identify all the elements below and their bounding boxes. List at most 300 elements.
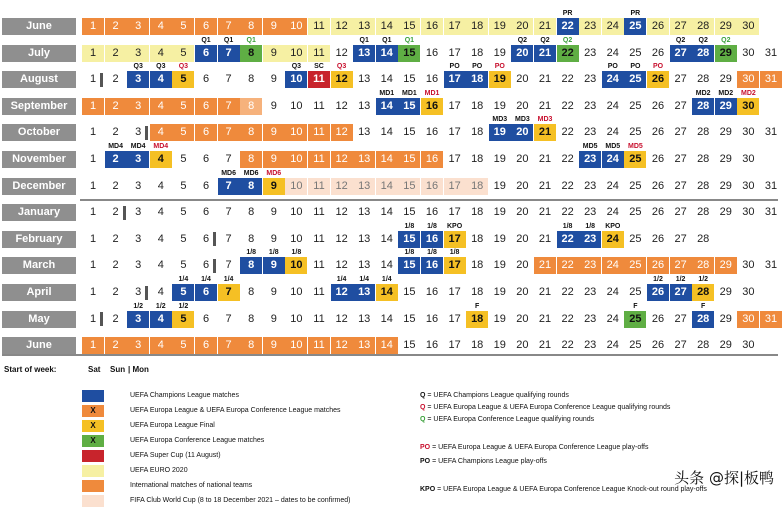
- day-cell: 19: [493, 153, 506, 165]
- day-cell: 12: [335, 259, 348, 272]
- day-cell: 18: [471, 286, 484, 298]
- day-cell: 21: [534, 257, 556, 274]
- day-cell: 31: [764, 179, 778, 192]
- day-cell: 20: [516, 339, 529, 352]
- day-cell: 12: [331, 71, 353, 88]
- day-cell: 4: [150, 151, 172, 168]
- day-cell: 6: [195, 337, 217, 354]
- day-cell: 1: [89, 179, 97, 192]
- day-cell: 7: [218, 284, 240, 301]
- day-cell: 23: [584, 206, 597, 219]
- day-cell: 2: [112, 312, 119, 325]
- round-tag: PO: [652, 63, 664, 71]
- month-label: December: [2, 178, 76, 195]
- day-cell: 24: [602, 151, 624, 168]
- day-cell: 29: [715, 98, 737, 115]
- day-cell: 10: [285, 337, 307, 354]
- day-cell: 26: [651, 312, 665, 325]
- day-cell: 26: [651, 99, 665, 112]
- day-cell: 15: [398, 257, 420, 274]
- round-tag: MD3: [537, 116, 553, 124]
- day-cell: 6: [195, 124, 217, 141]
- day-cell: 9: [263, 124, 285, 141]
- day-cell: 20: [516, 312, 529, 325]
- day-cell: 26: [647, 71, 669, 88]
- legend-key-row: [420, 458, 547, 465]
- day-cell: 1: [82, 18, 104, 35]
- day-cell: 13: [358, 73, 371, 86]
- day-cell: 14: [380, 312, 393, 325]
- week-start-marker: [145, 286, 148, 300]
- day-cell: 1: [89, 73, 97, 86]
- day-cell: 18: [466, 178, 488, 195]
- day-cell: 14: [376, 45, 398, 62]
- day-cell: 15: [403, 339, 416, 352]
- day-cell: 8: [240, 98, 262, 115]
- round-tag: MD4: [130, 143, 146, 150]
- day-cell: 24: [602, 257, 624, 274]
- day-cell: 30: [742, 206, 755, 219]
- day-cell: 2: [112, 259, 119, 272]
- day-cell: 27: [670, 18, 692, 35]
- calendar-legend: [0, 360, 782, 504]
- day-cell: 19: [493, 179, 506, 192]
- day-cell: 14: [376, 284, 398, 301]
- day-cell: 22: [561, 339, 574, 352]
- round-tag: Q3: [178, 63, 189, 71]
- day-cell: 5: [172, 284, 194, 301]
- day-cell: 21: [538, 179, 552, 192]
- day-cell: 15: [403, 126, 416, 139]
- day-cell: 21: [534, 18, 556, 35]
- day-cell: 14: [380, 259, 393, 272]
- day-cell: 5: [172, 71, 194, 88]
- legend-key-text: = UEFA Europa Conference League qualifying rounds: [427, 416, 595, 423]
- day-cell: 31: [764, 46, 778, 59]
- day-cell: 4: [157, 206, 164, 219]
- legend-swatch: [82, 480, 104, 492]
- day-cell: 6: [195, 18, 217, 35]
- day-cell: 15: [403, 73, 416, 86]
- day-cell: 27: [674, 179, 687, 192]
- day-cell: 27: [674, 206, 687, 219]
- day-cell: 17: [448, 126, 461, 139]
- day-cell: 9: [263, 257, 285, 274]
- day-cell: 17: [444, 257, 466, 274]
- day-cell: 14: [380, 126, 393, 139]
- day-cell: 25: [629, 46, 642, 59]
- day-cell: 16: [425, 126, 439, 139]
- day-cell: 23: [579, 151, 601, 168]
- day-cell: 16: [421, 18, 443, 35]
- day-cell: 22: [561, 99, 574, 112]
- day-cell: 16: [425, 46, 439, 59]
- day-cell: 17: [448, 46, 461, 59]
- day-cell: 26: [647, 257, 669, 274]
- round-tag: 1/2: [178, 302, 189, 310]
- day-cell: 21: [534, 124, 556, 141]
- legend-key-row: [420, 392, 569, 399]
- day-cell: 28: [697, 73, 710, 86]
- day-cell: 22: [561, 153, 574, 165]
- round-tag: MD5: [605, 143, 621, 150]
- round-tag: Q2: [721, 36, 731, 44]
- day-cell: 6: [202, 259, 210, 272]
- day-cell: 28: [692, 45, 714, 62]
- day-cell: 14: [376, 98, 398, 115]
- day-cell: 26: [647, 284, 669, 301]
- sun-label: Sun: [110, 365, 126, 374]
- legend-item-text: International matches of national teams: [130, 482, 253, 489]
- round-tag: 1/8: [268, 249, 279, 257]
- day-cell: 25: [629, 339, 642, 352]
- day-cell: 11: [313, 232, 325, 245]
- day-cell: 17: [448, 99, 461, 112]
- round-tag: 1/4: [381, 276, 392, 283]
- day-cell: 28: [697, 232, 710, 245]
- day-cell: 22: [557, 231, 579, 248]
- legend-swatch: X: [82, 405, 104, 417]
- month-label: January: [2, 204, 76, 221]
- legend-key-text: = UEFA Europa League & UEFA Europa Conference League qualifying rounds: [427, 404, 671, 411]
- day-cell: 10: [290, 99, 303, 112]
- legend-key-code: KPO: [420, 486, 438, 493]
- day-cell: 17: [444, 231, 466, 248]
- round-tag: MD2: [741, 89, 756, 97]
- day-cell: 18: [471, 153, 484, 165]
- round-tag: F: [633, 302, 638, 310]
- day-cell: 3: [135, 286, 142, 298]
- round-tag: 1/2: [133, 302, 144, 310]
- day-cell: 20: [516, 153, 529, 165]
- day-cell: 4: [157, 232, 164, 245]
- day-cell: 20: [516, 179, 529, 192]
- round-tag: MD1: [402, 89, 417, 97]
- day-cell: 6: [202, 153, 210, 165]
- legend-item-text: FIFA Club World Cup (8 to 18 December 2021 – dates to be confirmed): [130, 497, 351, 504]
- day-cell: 11: [308, 178, 330, 195]
- round-tag: 1/8: [291, 249, 302, 257]
- day-cell: 17: [444, 178, 466, 195]
- day-cell: 31: [760, 71, 782, 88]
- day-cell: 23: [584, 179, 597, 192]
- day-cell: 31: [760, 311, 782, 328]
- day-cell: 19: [493, 339, 506, 352]
- day-cell: 21: [538, 232, 552, 245]
- day-cell: 9: [270, 312, 277, 325]
- legend-item-text: UEFA Europa League & UEFA Europa Conference League matches: [130, 407, 341, 414]
- month-label: June: [2, 337, 76, 354]
- day-cell: 19: [493, 206, 506, 219]
- day-cell: 18: [471, 232, 484, 245]
- legend-key-row: [420, 416, 594, 423]
- day-cell: 20: [511, 18, 533, 35]
- day-cell: 16: [421, 231, 443, 248]
- round-tag: PR: [562, 10, 573, 17]
- round-tag: F: [475, 302, 480, 310]
- day-cell: 14: [380, 206, 393, 219]
- day-cell: 14: [376, 18, 398, 35]
- day-cell: 21: [538, 99, 552, 112]
- day-cell: 19: [493, 312, 506, 325]
- week-start-marker: [145, 126, 148, 140]
- day-cell: 24: [606, 312, 619, 325]
- day-cell: 24: [602, 18, 624, 35]
- round-tag: PO: [607, 63, 618, 71]
- day-cell: 22: [557, 45, 579, 62]
- round-tag: 1/4: [201, 276, 211, 283]
- day-cell: 2: [105, 151, 127, 168]
- day-cell: 9: [263, 45, 285, 62]
- day-cell: 29: [715, 45, 737, 62]
- month-label: March: [2, 257, 76, 274]
- day-cell: 15: [398, 45, 420, 62]
- day-cell: 26: [651, 179, 665, 192]
- day-cell: 13: [353, 178, 375, 195]
- day-cell: 10: [290, 286, 303, 298]
- day-cell: 4: [150, 45, 172, 62]
- day-cell: 7: [218, 337, 240, 354]
- round-tag: Q1: [246, 36, 256, 44]
- day-cell: 28: [692, 311, 714, 328]
- day-cell: 6: [195, 284, 217, 301]
- day-cell: 13: [353, 337, 375, 354]
- round-tag: MD2: [695, 89, 711, 97]
- legend-key-row: [420, 404, 670, 411]
- day-cell: 16: [425, 73, 439, 86]
- day-cell: 26: [647, 18, 669, 35]
- day-cell: 17: [448, 153, 461, 165]
- day-cell: 10: [285, 151, 307, 168]
- day-cell: 27: [674, 312, 687, 325]
- day-cell: 10: [285, 18, 307, 35]
- round-tag: 1/8: [562, 222, 573, 230]
- day-cell: 2: [112, 286, 119, 298]
- month-label: September: [2, 98, 76, 115]
- day-cell: 1: [89, 312, 97, 325]
- legend-item-text: UEFA Champions League matches: [130, 392, 239, 399]
- week-start-marker: [100, 73, 103, 87]
- day-cell: 25: [629, 206, 642, 219]
- day-cell: 12: [335, 206, 348, 219]
- day-cell: 19: [493, 232, 506, 245]
- round-tag: SC: [314, 63, 324, 71]
- round-tag: Q3: [336, 63, 347, 71]
- day-cell: 2: [105, 337, 127, 354]
- day-cell: 9: [270, 206, 277, 219]
- legend-key-code: Q: [420, 392, 428, 399]
- day-cell: 25: [629, 126, 642, 139]
- day-cell: 4: [157, 259, 164, 272]
- day-cell: 1: [89, 126, 97, 139]
- day-cell: 25: [629, 286, 642, 298]
- day-cell: 14: [376, 151, 398, 168]
- day-cell: 18: [471, 46, 484, 59]
- day-cell: 6: [195, 98, 217, 115]
- day-cell: 19: [489, 71, 511, 88]
- day-cell: 4: [157, 179, 164, 192]
- day-cell: 10: [285, 257, 307, 274]
- season-year-divider: [80, 199, 778, 201]
- day-cell: 5: [180, 179, 187, 192]
- round-tag: MD5: [582, 143, 598, 150]
- day-cell: 1: [82, 98, 104, 115]
- day-cell: 10: [290, 312, 303, 325]
- watermark: 头条 @探|板鸭: [674, 469, 774, 487]
- day-cell: 18: [471, 126, 484, 139]
- round-tag: PO: [472, 63, 483, 71]
- legend-swatch: [82, 465, 104, 477]
- day-cell: 15: [398, 231, 420, 248]
- round-tag: 1/4: [178, 276, 189, 283]
- day-cell: 27: [674, 73, 687, 86]
- day-cell: 25: [629, 232, 642, 245]
- day-cell: 19: [493, 259, 506, 272]
- day-cell: 27: [674, 126, 687, 139]
- round-tag: Q2: [562, 36, 573, 44]
- day-cell: 29: [719, 339, 732, 352]
- day-cell: 10: [290, 232, 303, 245]
- legend-swatch: [82, 390, 104, 402]
- legend-item-text: UEFA Europa League Final: [130, 422, 215, 429]
- legend-key-text: = UEFA Champions League play-offs: [432, 458, 547, 465]
- day-cell: 12: [331, 284, 353, 301]
- day-cell: 19: [493, 286, 506, 298]
- day-cell: 4: [157, 286, 164, 298]
- day-cell: 24: [602, 71, 624, 88]
- day-cell: 2: [105, 45, 127, 62]
- day-cell: 13: [358, 232, 371, 245]
- round-tag: 1/8: [404, 249, 415, 257]
- round-tag: PO: [449, 63, 460, 71]
- day-cell: 23: [584, 286, 597, 298]
- day-cell: 29: [719, 312, 732, 325]
- day-cell: 8: [248, 312, 255, 325]
- day-cell: 17: [448, 339, 461, 352]
- round-tag: Q1: [404, 36, 415, 44]
- round-tag: Q3: [133, 63, 143, 71]
- day-cell: 3: [127, 71, 149, 88]
- day-cell: 17: [448, 286, 461, 298]
- day-cell: 17: [448, 312, 461, 325]
- round-tag: Q1: [359, 36, 369, 44]
- legend-key-text: = UEFA Europa League & UEFA Europa Conference League Knock-out round play-offs: [437, 486, 707, 493]
- round-tag: MD1: [379, 89, 395, 97]
- day-cell: 16: [421, 151, 443, 168]
- day-cell: 21: [534, 45, 556, 62]
- day-cell: 12: [331, 18, 353, 35]
- day-cell: 22: [557, 18, 579, 35]
- round-tag: 1/2: [653, 276, 663, 283]
- legend-key-code: Q: [420, 416, 428, 423]
- day-cell: 11: [313, 206, 325, 219]
- day-cell: 23: [584, 99, 597, 112]
- day-cell: 9: [270, 286, 277, 298]
- day-cell: 30: [742, 153, 755, 165]
- day-cell: 22: [561, 73, 574, 86]
- day-cell: 25: [624, 71, 646, 88]
- day-cell: 2: [112, 73, 119, 86]
- round-tag: Q2: [698, 36, 708, 44]
- day-cell: 6: [202, 206, 210, 219]
- round-tag: Q3: [291, 63, 302, 71]
- day-cell: 18: [471, 206, 484, 219]
- month-label: February: [2, 231, 76, 248]
- day-cell: 8: [248, 232, 255, 245]
- day-cell: 25: [629, 99, 642, 112]
- day-cell: 6: [202, 73, 210, 86]
- day-cell: 13: [358, 312, 371, 325]
- round-tag: MD3: [515, 116, 530, 124]
- day-cell: 27: [674, 339, 687, 352]
- day-cell: 20: [516, 232, 529, 245]
- day-cell: 30: [737, 71, 759, 88]
- round-tag: KPO: [605, 222, 621, 230]
- day-cell: 30: [737, 98, 759, 115]
- day-cell: 3: [135, 179, 142, 192]
- round-tag: Q3: [156, 63, 166, 71]
- legend-key-code: Q: [420, 404, 428, 411]
- day-cell: 25: [624, 257, 646, 274]
- day-cell: 8: [248, 206, 255, 219]
- day-cell: 18: [466, 311, 488, 328]
- round-tag: MD4: [153, 143, 169, 150]
- day-cell: 30: [742, 259, 755, 272]
- round-tag: 1/8: [427, 222, 437, 230]
- round-tag: 1/4: [223, 276, 234, 283]
- day-cell: 11: [308, 71, 330, 88]
- day-cell: 31: [764, 126, 778, 139]
- round-tag: 1/4: [359, 276, 370, 283]
- day-cell: 19: [489, 18, 511, 35]
- day-cell: 24: [606, 286, 619, 298]
- day-cell: 22: [561, 179, 574, 192]
- day-cell: 28: [697, 179, 710, 192]
- day-cell: 30: [742, 339, 755, 352]
- day-cell: 13: [353, 45, 375, 62]
- day-cell: 9: [270, 99, 277, 112]
- day-cell: 14: [376, 178, 398, 195]
- day-cell: 16: [421, 98, 443, 115]
- day-cell: 10: [290, 206, 303, 219]
- day-cell: 25: [624, 18, 646, 35]
- day-cell: 13: [358, 259, 371, 272]
- day-cell: 20: [516, 73, 529, 86]
- day-cell: 15: [403, 312, 416, 325]
- day-cell: 14: [380, 73, 393, 86]
- day-cell: 28: [697, 153, 710, 165]
- legend-item-text: UEFA Europa Conference League matches: [130, 437, 265, 444]
- day-cell: 30: [737, 311, 759, 328]
- day-cell: 14: [376, 337, 398, 354]
- day-cell: 11: [308, 124, 330, 141]
- day-cell: 6: [202, 179, 210, 192]
- day-cell: 25: [624, 311, 646, 328]
- round-tag: Q1: [201, 36, 211, 44]
- day-cell: 2: [112, 206, 119, 219]
- day-cell: 20: [511, 45, 533, 62]
- day-cell: 12: [335, 232, 348, 245]
- day-cell: 5: [180, 206, 187, 219]
- day-cell: 27: [674, 232, 687, 245]
- day-cell: 15: [403, 206, 416, 219]
- day-cell: 1: [89, 286, 97, 298]
- day-cell: 24: [606, 99, 619, 112]
- day-cell: 21: [538, 339, 552, 352]
- legend-key-code: PO: [420, 444, 433, 451]
- day-cell: 23: [579, 231, 601, 248]
- round-tag: MD6: [243, 169, 259, 177]
